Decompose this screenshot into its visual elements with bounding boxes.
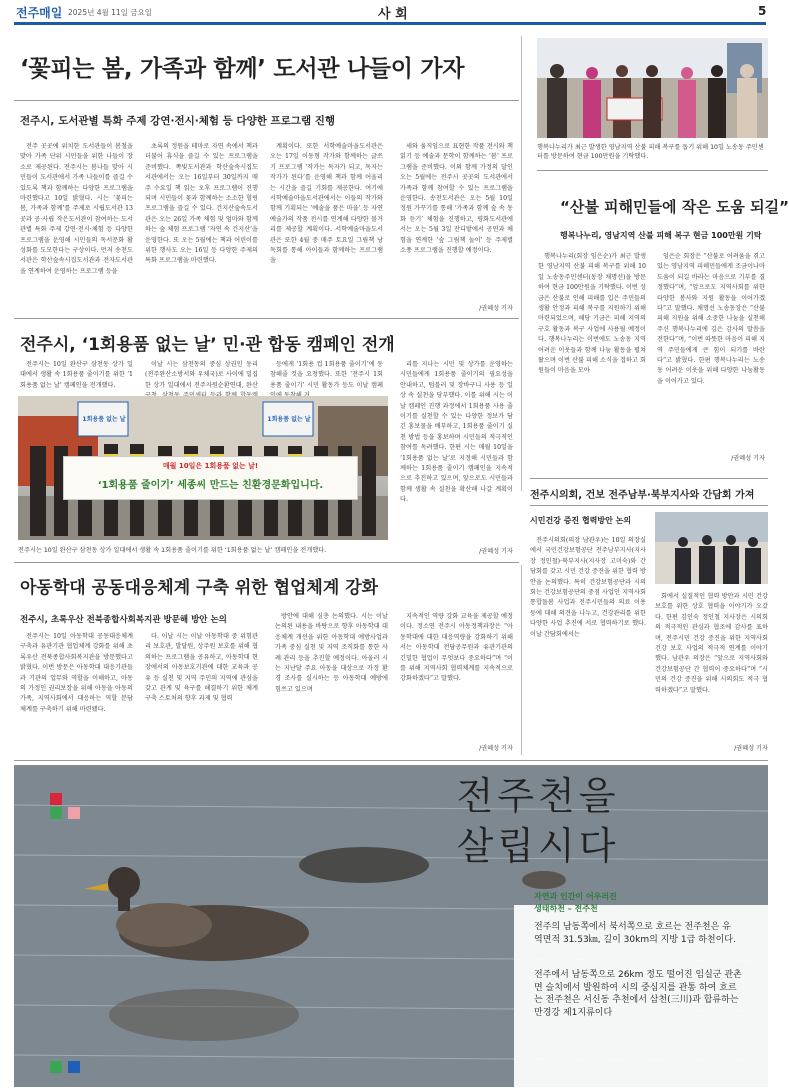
article2-col1: 전주시는 10일 완산구 삼천동 상가 일대에서 생활 속 1회용품 줄이기를 위한 ‘1회용품 없는 날’ 캠페인을 전개했다. [20,361,133,389]
sidebar1-headline: “산불 피해민들에 작은 도움 되길” [560,198,789,216]
sidebar2-byline: /권혜성 기자 [734,745,768,752]
article1-headline: ‘꽃피는 봄, 가족과 함께’ 도서관 나들이 가자 [20,56,465,82]
ad-paragraph2: 전주에서 남동쪽으로 26km 정도 떨어진 임실군 관촌면 슬치에서 발원하여 시의 중심지를 관통 하여 흐르는 전주천은 서신동 추천에서 삼천(三川)과 합류하는 만경강 제1지류이다 [534,970,742,1018]
sidebar1-byline: /권혜성 기자 [731,455,765,462]
article3-byline: /권혜성 기자 [479,745,513,752]
article2-col3: 등에게 ‘1회용 컵 1회용품 줄이기’에 동참해줄 것을 요청했다. 또한 ‘전주시 1회용품 줄이기’ 시민 활동가 등도 이날 캠페 [270,361,383,389]
article2-byline: /권혜성 기자 [479,548,513,555]
article1-rule [14,100,519,101]
sidebar1-col2: 임은순 회장은 “산불로 어려움을 겪고 있는 영남지역 피해민들에게 조금이나마 도움이 되길 바라는 마음으로 기부를 결정했다”며, “앞으로도 지역사회를 위한 다양한 봉사와 지원 활동을 이어가겠다”고 말했다. 채명선 노송동장은 “산불피해 지원을 위해 소중한 나눔을 실천해주신 행복나누리에 깊은 감사의 말씀을 전한다”며, “이번 따뜻한 마음이 피해 지역 주민들에게 큰 힘이 되기를 바란다”고 밝혔다. 한편 행복나누리는 노송동 어려운 이웃을 위해 다양한 나눔활동을 이어가고 있다. [657,253,765,385]
issue-date: 2025년 4월 11일 금요일 [68,8,153,17]
article1-subtitle: 전주시, 도서관별 특화 주제 강연·전시·체험 등 다양한 프로그램 진행 [20,115,336,127]
ad-deco-red [50,793,62,805]
council-photo [655,512,768,584]
sidebar1-rule [537,170,768,171]
article3-col2: 다. 이날 시는 이날 아동학대 중 위험관리 보호관, 발달원, 상주원 보호를 위해 협의하는 프로그램을 공유하고, 아동학대 현장에서의 아동보호기관에 대한 교육과 공유 등 실천 및 지역 주민의 지역에 관심을 갖고 관계 및 육구를 해결하기 위한 체계 구축 스토처의 향후 과제 및 협력 [145,633,258,703]
donation-caption: 행복나누리가 최근 발생한 영남지역 산불 피해 복구를 돕기 위해 10일 노송동 주민센터를 방문하여 현금 100만원을 기탁했다. [537,144,764,160]
article3-rule [14,562,519,563]
jeonjucheon-ad [14,765,768,1087]
campaign-caption: 전주시는 10일 완산구 삼천동 상가 일대에서 생활 속 1회용품 줄이기를 위한 ‘1회용품 없는 날’ 캠페인을 전개했다. [18,547,327,554]
header-rule [14,22,766,25]
sidebar2-rule-top [530,478,768,479]
column-divider-lower [521,565,522,755]
article2-col4: 리를 지나는 시민 및 상가를 운영하는 시민들에게 1회용품 줄이기의 필요성을 안내하고, 텀블러 및 장바구니 사용 등 일상 속 실천을 당부했다. 이를 위해 시는 이날 캠페인 진행 과정에서 1회용품 사용 줄이기를 실천할 수 있는 다양한 정보가 담긴 홍보물을 배부하고, 1회용품 줄이기 실천 방법 등을 홍보하며 시민들의 적극적인 참여를 독려했다. 한편 시는 매월 10일을 ‘1회용품 없는 날’로 지정해 시민들과 함께하는 1회용품 줄이기 캠페인을 지속적으로 추진하고 있으며, 앞으로도 시민들과 함께 생활 속 실천을 확산해 나갈 계획이다. [400,361,513,504]
sidebar2-headline: 전주시의회, 건보 전주남부·북부지사와 간담회 가져 [530,490,755,501]
ad-deco-pink [68,807,80,819]
ad-paragraph1: 전주의 남동쪽에서 북서쪽으로 흐르는 전주천은 유역면적 31.53㎞, 길이 30km의 지방 1급 하천이다. [534,922,736,945]
ad-deco-green [50,807,62,819]
campaign-photo [18,396,388,540]
ad-deco-blue-bottom [68,1061,80,1073]
campaign-sign-right: 1회용품 없는 날 [267,416,311,423]
campaign-banner-main: ‘1회용품 줄이기’ 세종씨 만드는 친환경문화입니다. [97,480,324,491]
article3-subtitle: 전주시, 초록우산 전북종합사회복지관 방문해 방안 논의 [20,615,227,625]
sidebar2-col1: 전주시의회(의장 남관우)는 10일 의장실에서 국민건강보험공단 전주남부지사(지사장 정인철)·북부지사(지사장 고미숙)와 간담회를 갖고 시민 건강 증진을 위한 협력 방안을 논의했다. 특히 건강보험공단과 시의회는 건강보험공단의 중점 사업인 지역사회 통합돌봄 사업과 전주시민들의 의료 이용 등에 대해 의견을 나누고, 건강관리를 위한 다양한 사업 추진에 서로 협력하기로 했다. 이날 간담회에서는 [530,537,646,638]
article1-col4: 세와 움직임으로 표현한 작품 전시와 책 읽기 등 예술과 문학이 함께하는 ‘봄’ 프로그램을 준비했다. 이외 함께 가정의 달인 오는 5월에는 전주시 곳곳의 도서관에서 가족과 함께 참여할 수 있는 프로그램을 운영한다. 송천도서관은 오는 5월 10일 정원 가꾸기를 통해 ‘가족과 함께 숲 속 동화 듣기’ 체험을 진행하고, 평화도서관에서는 오는 5월 3일 잔디밭에서 공연과 체험을 연계한 ‘숲 그림책 놀이’ 등 주제별 소풍 프로그램을 진행할 예정이다. [400,143,513,255]
sidebar1-subtitle: 행복나누리, 영남지역 산불 피해 복구 현금 100만원 기탁 [560,231,762,240]
donation-photo [537,38,768,138]
article3-col3: 방안에 대해 심층 논의했다. 시는 이날 논의된 내용을 바탕으로 향후 아동학대 대응체계 개선을 위한 아동학대 예방사업과 가족 중심 실천 및 지역 조직화를 통한 사례 관리 등을 추진할 예정이다. 아울러 시는 지난달 주요 아동을 대상으로 가정 환경 조사를 실시하는 등 아동학대 예방에 힘쓰고 있으며 [275,613,388,693]
campaign-sign-left: 1회용품 없는 날 [82,416,126,423]
ad-deco-green-bottom [50,1061,62,1073]
sidebar2-col2: 회에서 실질적인 협력 방안과 시민 건강 보호를 위한 상호 협력을 이야기가 오갔다. 한편 김인숙 정인철 지사장은 시의회의 적극적인 관심과 협조에 감사를 표하며, 전주시민 건강 증진을 위한 지역사회 건강 보호 사업의 적극적 연계를 이야기 했다. 남관우 의장은 “앞으로 지역사회와 건강보험공단 간 협력이 중요하다”며 “시민의 건강 증진을 위해 시의회도 적극 협력하겠다”고 말했다. [655,593,768,694]
sidebar1-col1: 행복나누리(회장 임은순)가 최근 발생한 영남지역 산불 피해 복구를 위해 10일 노송동주민센터(동장 채명선)을 방문하여 현금 100만원을 기탁했다. 이번 성금은 산불로 인해 피해를 입은 주민들의 생활 안정과 피해 복구를 지원하기 위해 마련되었으며, 해당 기금은 피해 지역의 구호 활동과 복구 사업에 사용될 예정이다. 행복나누리는 이번에도 노송동 지역 어려운 이웃들과 함께 나눔 활동을 펼쳐왔으며 이번 산불 피해 소식을 접하고 회원들이 마음을 모아 [538,253,646,375]
masthead: 전주매일 [16,6,63,20]
article2-headline: 전주시, ‘1회용품 없는 날’ 민·관 합동 캠페인 전개 [20,335,395,355]
section-title: 사 회 [378,7,408,22]
campaign-banner-top: 매월 10일은 1회용품 없는 날! [162,462,259,470]
article2-col2: 이날 시는 삼천동의 중심 상권인 동리(전주완산소방서와 우체국)로 사이에 밀집한 상가 일대에서 전주자원순환연대, 완산 [145,361,258,389]
article2-rule [14,318,519,319]
ad-rule [14,760,768,761]
council-photo-illustration [655,512,768,584]
page-number: 5 [758,4,767,18]
ad-kicker1: 자연과 인간이 어우러진 [534,892,617,901]
ad-kicker2: 생태하천 – 전주천 [534,904,598,913]
article1-col1: 전주 곳곳에 위치한 도서관들이 봄철을 맞아 가족 단위 시민들을 위한 나들이 장소로 제공된다. 전주시는 봄나들 맞아 시민들이 도서관에서 가족 나들이를 즐길 수 있도록 책과 함께하는 다양한 프로그램을 마련했다고 10일 밝혔다. 시는 ‘꽃피는 봄, 가족과 함께’를 주제로 시립도서관 13곳과 공·사립 작은도서관이 참여하는 도서관별 특화 주제 강연·전시·체험 등 다양한 프로그램을 운영해 시민들의 독서문화 활성화를 도모한다는 구상이다. 먼저 송천도서관은 학산숲속시집도서관과 전자도서관을 연계하여 운영하는 프로그램 등을 [20,143,133,275]
article1-col2: 초록의 정원을 테마로 자연 속에서 책과 더불어 휴식을 즐길 수 있는 프로그램을 준비했다. 쪽빛도서관과 학산숲속시집도서관에서는 오는 16일부터 30일까지 매주 수요일 책 읽는 오후 프로그램이 진행되며 시민들이 꽃과 함께하는 소소한 힐링 프로그램을 즐길 수 있다. 건지산숲속도서관은 오는 26일 가족 체험 및 엄마와 함께하는 숲 체험 프로그램 ‘자연 속 건지산’을 운영한다. 또 오는 5월에는 책과 어린이를 위한 행사도 오는 16일 등 다양한 주제의 특화 프로그램을 마련했다. [145,143,258,265]
article3-col1: 전주시는 10일 아동학대 공동대응체계 구축과 유관기관 협업체계 강화를 위해 초록우산 전북종합사회복지관을 방문했다고 밝혔다. 이번 방문은 아동학대 대응기관들과 기관의 업무와 역할을 이해하고, 아동의 가정인 권리보장을 위해 아동을 아동의 가족, 지역사회에서 대응하는 역할 분담 체계를 구축하기 위해 마련됐다. [20,633,133,713]
article3-headline: 아동학대 공동대응체계 구축 위한 협업체계 강화 [20,578,379,598]
donation-photo-illustration [537,38,768,138]
article1-byline: /권혜성 기자 [479,305,513,312]
column-divider [521,36,522,491]
ad-headline: 전주천을 살립시다 [456,774,620,868]
sidebar2-rule [530,505,768,506]
campaign-banner [63,456,358,500]
sidebar2-subtitle: 시민건강 증진 협력방안 논의 [530,516,632,525]
article1-col3: 계획이다. 또한 서학예술마을도서관은 오는 17일 이동형 작가와 함께하는 글쓰기 프로그램 ‘작가는 독자가 되고, 독자는 작가가 된다’를 운영해 책과 함께 어울리는 시간을 즐길 기회를 제공한다. 여기에 서학예술마을도서관에서는 이들의 작가와 함께 기획되는 ‘예술을 품은 마을’ 등 자연 예술가의 작품 전시를 연계해 다양한 볼거리를 제공할 계획이다. 서학예술마을도서관은 또한 4월 중 매주 토요일 그림책 낭독회를 통해 아이들과 함께하는 프로그램을 [270,143,383,265]
article3-col4: 지속적인 역량 강화 교육을 제공할 예정이다. 정소연 전주시 아동정책과장은 “아동학대에 대한 대응역량을 강화하기 위해서는 아동학대 전담공무원과 유관기관의 긴밀한 협업이 무엇보다 중요하다”며 “이를 위해 지역사회 협력체계를 지속적으로 강화하겠다”고 말했다. [400,613,513,683]
